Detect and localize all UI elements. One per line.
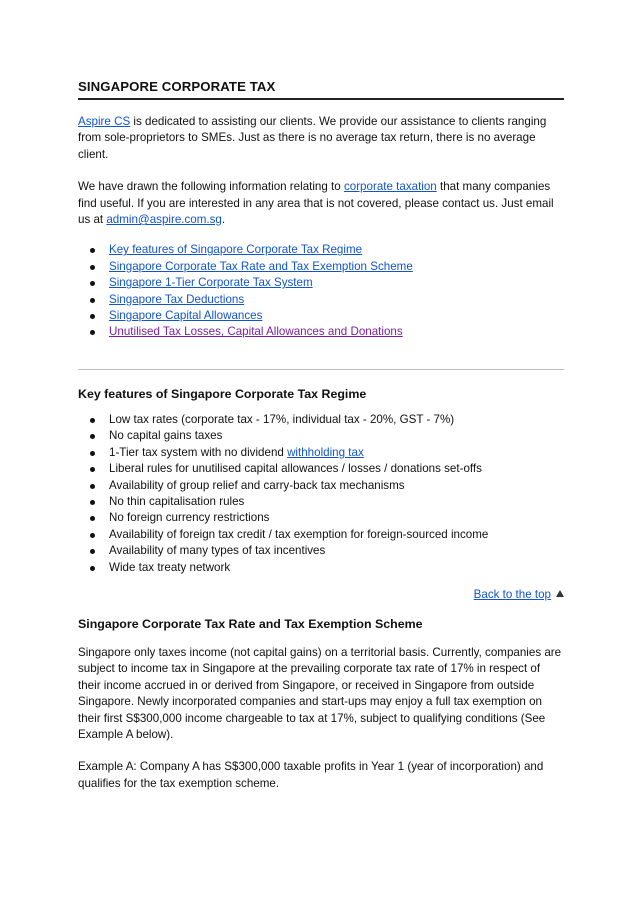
list-item: Low tax rates (corporate tax - 17%, individual tax - 20%, GST - 7%) bbox=[78, 412, 564, 428]
toc-item bbox=[78, 292, 564, 308]
tier-text: 1-Tier tax system with no dividend bbox=[109, 445, 288, 459]
section-divider bbox=[78, 369, 564, 370]
toc-link-1-tier[interactable]: Singapore 1-Tier Corporate Tax System bbox=[109, 276, 313, 290]
list-item: Liberal rules for unutilised capital allowances / losses / donations set-offs bbox=[78, 461, 564, 477]
email-link[interactable]: admin@aspire.com.sg bbox=[106, 213, 222, 227]
key-features-list bbox=[78, 412, 564, 576]
toc-item bbox=[78, 259, 564, 275]
toc-link-key-features[interactable]: Key features of Singapore Corporate Tax Regime bbox=[109, 243, 363, 257]
list-item: No foreign currency restrictions bbox=[78, 510, 564, 526]
corporate-taxation-link[interactable]: corporate taxation bbox=[343, 180, 437, 194]
page-title: SINGAPORE CORPORATE TAX bbox=[78, 78, 564, 100]
intro-text: is dedicated to assisting our clients. We provide our assistance to clients ranging from sole-proprietors to SMEs. Just as there is no average tax return, there is no average client. bbox=[78, 115, 547, 161]
withholding-tax-link[interactable]: withholding tax bbox=[287, 445, 364, 459]
toc-item bbox=[78, 275, 564, 291]
list-item: Availability of many types of tax incentives bbox=[78, 543, 564, 559]
info-text-3: . bbox=[221, 213, 226, 227]
list-item: No capital gains taxes bbox=[78, 428, 564, 444]
toc-item bbox=[78, 324, 564, 340]
back-to-top bbox=[78, 587, 564, 603]
toc-link-capital-allowances[interactable]: Singapore Capital Allowances bbox=[109, 309, 263, 323]
toc-link-unutilised-losses[interactable]: Unutilised Tax Losses, Capital Allowances and Donations bbox=[109, 325, 403, 339]
back-to-top-link[interactable]: Back to the top bbox=[473, 587, 551, 601]
toc-link-deductions[interactable]: Singapore Tax Deductions bbox=[109, 292, 245, 306]
list-item: Availability of group relief and carry-back tax mechanisms bbox=[78, 478, 564, 494]
tax-rate-heading: Singapore Corporate Tax Rate and Tax Exemption Scheme bbox=[78, 616, 423, 631]
info-text-1: We have drawn the following information relating to bbox=[78, 180, 344, 194]
list-item: Wide tax treaty network bbox=[78, 560, 564, 576]
key-features-heading: Key features of Singapore Corporate Tax Regime bbox=[78, 386, 367, 401]
info-text-2: that many companies find useful. If you are interested in any area that is not covered, please contact us. Just email us at bbox=[78, 180, 554, 227]
up-arrow-icon[interactable] bbox=[556, 590, 564, 597]
list-item bbox=[78, 445, 564, 461]
info-paragraph bbox=[78, 179, 564, 228]
toc-item bbox=[78, 242, 564, 258]
intro-paragraph bbox=[78, 114, 564, 163]
example-a-paragraph: Example A: Company A has S$300,000 taxable profits in Year 1 (year of incorporation) and qualifies for the tax exemption scheme. bbox=[78, 760, 544, 790]
toc-link-tax-rate[interactable]: Singapore Corporate Tax Rate and Tax Exemption Scheme bbox=[109, 259, 413, 273]
document-page bbox=[78, 78, 564, 792]
list-item: No thin capitalisation rules bbox=[78, 494, 564, 510]
table-of-contents bbox=[78, 242, 564, 340]
aspire-cs-link[interactable]: Aspire CS bbox=[78, 115, 131, 128]
list-item: Availability of foreign tax credit / tax exemption for foreign-sourced income bbox=[78, 527, 564, 543]
tax-rate-paragraph: Singapore only taxes income (not capital gains) on a territorial basis. Currently, companies are subject to income tax in Singapore at the prevailing corporate tax rate of 17% in respect of their income accrued in or derived from Singapore, or received in Singapore from outside Singapore. Newly incorporated companies and start-ups may enjoy a full tax exemption on their first S$300,000 income chargeable to tax at 17%, subject to qualifying conditions (See Example A below). bbox=[78, 645, 562, 741]
toc-item bbox=[78, 308, 564, 324]
